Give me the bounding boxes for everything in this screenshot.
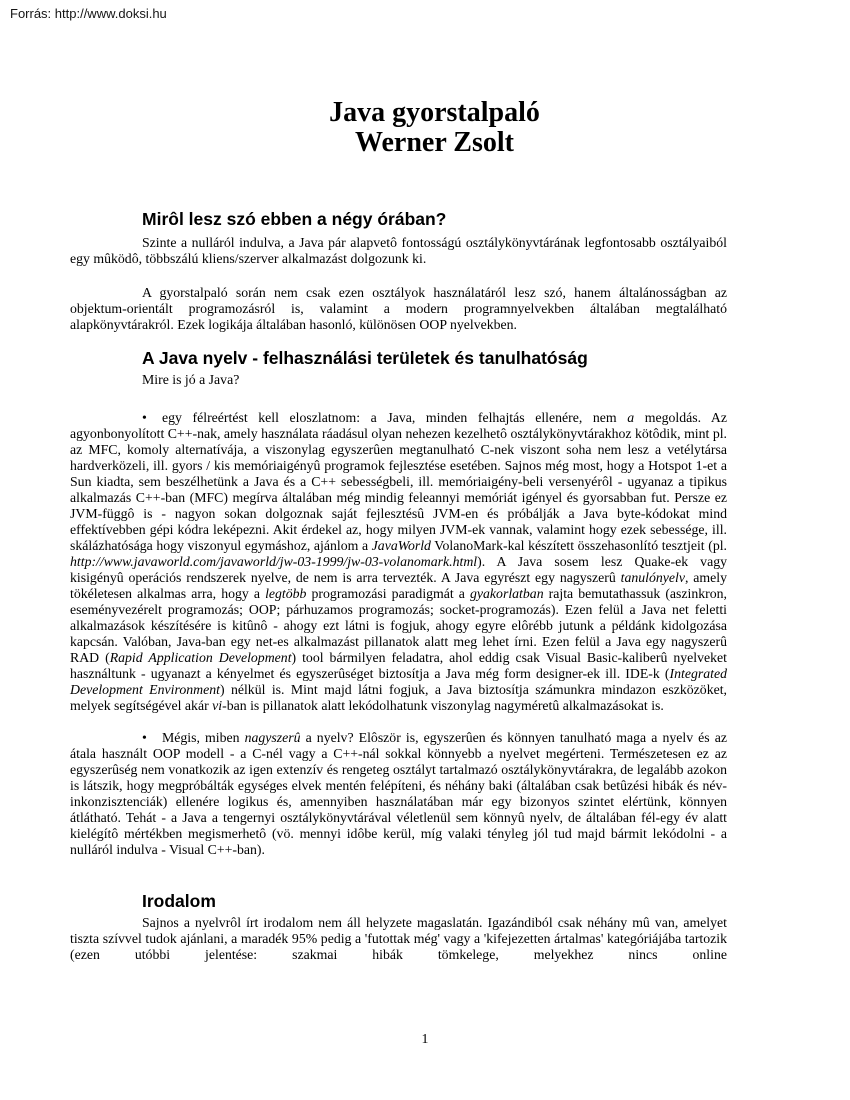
- italic-text: Rapid Application Development: [109, 650, 292, 665]
- page-content: [70, 0, 727, 963]
- document-author-line: Werner Zsolt: [355, 127, 514, 158]
- text-run: Szinte a nulláról indulva, a Java pár alapvetô fontosságú osztálykönyvtárának legfontosabb osztályaiból egy mûködô, többszálú kliens/szerver alkalmazást dolgozunk ki.: [70, 235, 727, 266]
- text-run: ) tool bármilyen feladatra, ahol eddig csak Visual Basic-kaliberû nyelveket használtunk - ugyanazt a kényelmet és egyszerûséget biztosítja a Java még form designer-ek ill. IDE-k (: [70, 650, 727, 681]
- text-run: Sajnos a nyelvrôl írt irodalom nem áll helyzete magaslatán. Igazándiból csak néhány mû van, amelyet tiszta szívvel tudok ajánlani, a maradék 95% pedig a 'futottak még' vagy a 'kifejezetten ártalmas' kategóriájába tartozik (ezen utóbbi jelentése: szakmai hibák tömkelege, melyekhez nincs online: [70, 915, 727, 962]
- text-run: Mire is jó a Java?: [142, 372, 240, 387]
- bullet-marker: •: [142, 730, 147, 745]
- section-heading-java-language: A Java nyelv - felhasználási területek és tanulhatóság: [142, 348, 588, 368]
- paragraph: [70, 372, 727, 388]
- text-run: , amely tökéletesen alkalmas arra, hogy a: [70, 570, 727, 601]
- section-overview: [70, 208, 727, 333]
- text-run: egy félreértést kell eloszlatnom: a Java, minden felhajtás ellenére, nem: [162, 410, 628, 425]
- text-run: rajta bemutathassuk (aszinkron, eseményvezérelt programozás; OOP; párhuzamos programozás; socket-programozás). Ezen felül a Java net feletti alkalmazások készítésére is kitûnô - ahogy ezt látni is fogjuk, ahogy egyre elôrébb jutunk a példánk kidolgozása kapcsán. Valóban, Java-ban egy net-es alkalmazást pillanatok alatt meg lehet írni. Ezen felül a Java egy nagyszerû RAD (: [70, 586, 727, 665]
- text-run: ) nélkül is. Mint majd látni fogjuk, a Java biztosítja számunkra mindazon eszközöket, melyek segítségével akár: [70, 682, 727, 713]
- italic-text: Integrated Development Environment: [70, 666, 727, 697]
- paragraph: [70, 285, 727, 333]
- section-heading-literature: Irodalom: [142, 891, 216, 911]
- text-run: A gyorstalpaló során nem csak ezen osztályok használatáról lesz szó, hanem általánosságban az objektum-orientált programozásról is, valamint a modern programnyelvekben általában megtalálható alapkönyvtárakról. Ezek logikája általában hasonló, különösen OOP nyelvekben.: [70, 285, 727, 332]
- italic-text: legtöbb: [265, 586, 307, 601]
- italic-text: JavaWorld: [371, 538, 431, 553]
- bullet-item: [70, 410, 727, 714]
- italic-text: a: [627, 410, 635, 425]
- text-run: programozási paradigmát a: [306, 586, 471, 601]
- text-run: megoldás. Az agyonbonyolított C++-nak, amely használata ráadásul olyan nehezen kezelhetô osztálykönyvtárakhoz kötôdik, mint pl. az MFC, komoly alternatívája, a viszonylag egyszerûen megtanulható C-nek viszont soha nem lesz a vetélytársa hardverközeli, ill. gyors / kis memóriaigényû programok fejlesztése esetében. Sajnos még most, hogy a Hotspot 1-et a Sun kiadta, sem beszélhetünk a Java és a C++ sebességbeli, ill. memóriaigény-beli versenyérôl - ugyanaz a tipikus alkalmazás C++-ban (MFC) megírva általában még mindig feleannyi memóriát igényel és gyorsabban fut. Persze ez JVM-függô is - nagyon sokan dolgoznak saját fejlesztésû JVM-en és próbálják a Java byte-kódokat mind effektívebben gépi kódra leképezni. Akit érdekel az, hogy milyen JVM-ek vannak, valamint hogy ezek sebessége, ill. skálázhatósága hogy viszonyul egymáshoz, ajánlom a: [70, 410, 727, 553]
- italic-text: vi: [212, 698, 223, 713]
- source-header: Forrás: http://www.doksi.hu: [10, 6, 167, 21]
- text-run: ). A Java sosem lesz Quake-ek vagy kisigényû operációs rendszerek nyelve, de nem is arra tervezték. A Java egyrészt egy nagyszerû: [70, 554, 727, 585]
- page-number: 1: [421, 1031, 429, 1046]
- italic-text: gyakorlatban: [470, 586, 544, 601]
- italic-text: http://www.javaworld.com/javaworld/jw-03-1999/jw-03-volanomark.html: [70, 554, 478, 569]
- italic-text: tanulónyelv: [620, 570, 685, 585]
- document-title: [142, 98, 727, 158]
- paragraph: [70, 915, 727, 963]
- text-run: -ban is pillanatok alatt lekódolhatunk viszonylag nagyméretû alkalmazásokat is.: [222, 698, 664, 713]
- text-run: a nyelv? Elôször is, egyszerûen és könnyen tanulható maga a nyelv és az átala használt OOP modell - a C-nél vagy a C++-nál sokkal könnyebb a nyelvet megérteni. Természetesen ez az egyszerûség nem vonatkozik az igen extenzív és rengeteg osztályt tartalmazó osztálykönyvtárakra, de legalább azokon is látszik, hogy megpróbálták egységes elvek mentén felépíteni, és néhány baki (általában csak betûzési hibák és név-inkonzisztenciák) ellenére logikus és, amennyiben használatában már egy bizonyos szintet elértünk, könnyen átlátható. Tehát - a Java a tengernyi osztálykönyvtárával véletlenül sem könnyû nyelv, de általában fél-egy év alatt kielégítô mértékben megismerhetô (vö. mennyi idôbe kerül, míg valaki tényleg jól tud majd bármit lekódolni - a nulláról indulva - Visual C++-ban).: [70, 730, 727, 857]
- paragraph: [70, 235, 727, 267]
- bullet-item: [70, 730, 727, 858]
- text-run: VolanoMark-kal készített összehasonlító tesztjeit (pl.: [430, 538, 727, 553]
- italic-text: nagyszerû: [244, 730, 301, 745]
- text-run: Mégis, miben: [162, 730, 245, 745]
- section-literature: [70, 890, 727, 963]
- document-title-line1: Java gyorstalpaló: [329, 97, 540, 128]
- section-java-language: [70, 347, 727, 858]
- section-heading-overview: Mirôl lesz szó ebben a négy órában?: [142, 209, 447, 229]
- bullet-marker: •: [142, 410, 147, 425]
